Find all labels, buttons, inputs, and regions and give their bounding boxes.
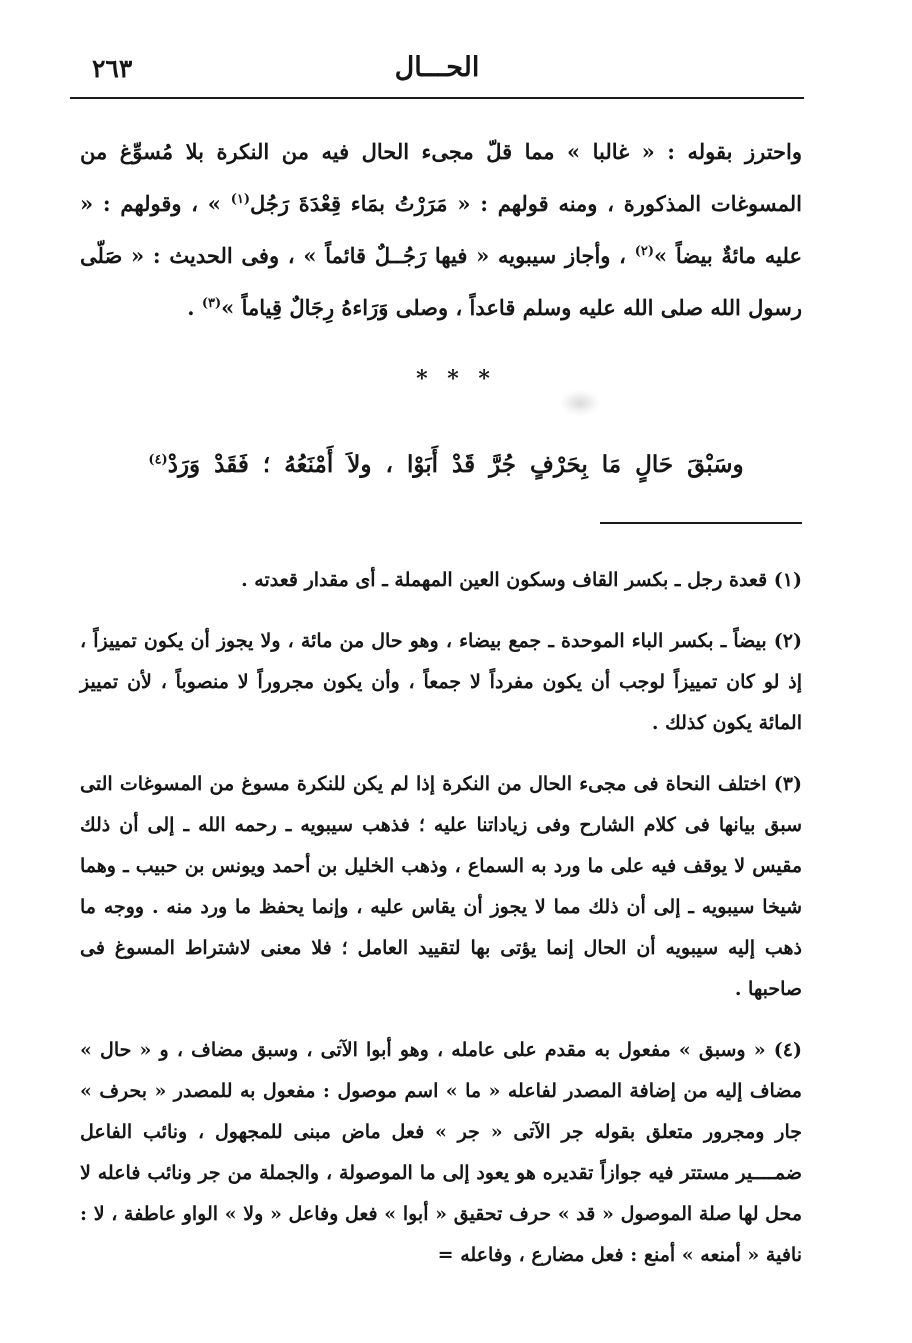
main-paragraph xyxy=(80,126,802,334)
running-title: الحـــال xyxy=(394,52,480,83)
footnote-ref-1: (١) xyxy=(230,192,251,207)
paragraph-text: واحترز بقوله : « غالبا » مما قلّ مجىء الحال فيه من النكرة بلا مُسوِّغ من المسوغات المذكورة ، ومنه قولهم : « مَرَرْتُ بمَاء قِعْدَةَ رَجُل xyxy=(80,139,802,216)
ink-smudge xyxy=(560,390,600,416)
footnotes xyxy=(80,560,802,1276)
footnote-ref-3: (٣) xyxy=(201,296,222,311)
footnote-ref-4: (٤) xyxy=(148,452,168,468)
page-number: ٢٦٣ xyxy=(92,54,133,83)
footnote-1: (١) قعدة رجل ـ بكسر القاف وسكون العين المهملة ـ أى مقدار قعدته . xyxy=(241,569,802,591)
section-separator: * * * xyxy=(416,366,496,392)
page-header xyxy=(70,52,804,92)
footnote-3: (٣) اختلف النحاة فى مجىء الحال من النكرة إذا لم يكن للنكرة مسوغ من المسوغات التى سبق بيانها فى كلام الشارح وفى زياداتنا عليه ؛ فذهب سيبويه ـ رحمه الله ـ إلى أن ذلك مقيس لا يوقف فيه على ما ورد به السماع ، وذهب الخليل بن أحمد ويونس بن حبيب ـ وهما شيخا سيبويه ـ إلى أن ذلك مما لا يجوز أن يقاس عليه ، وإنما يحفظ ما ورد منه . ووجه ما ذهب إليه سيبويه أن الحال إنما يؤتى بها لتقييد العامل ؛ فلا معنى لاشتراط المسوغ فى صاحبها . xyxy=(80,773,802,1000)
paragraph-text-cont-1: » ، وقولهم : « عليه مائةٌ بيضاً » xyxy=(80,191,803,268)
paragraph-text-end: . xyxy=(187,295,202,320)
paragraph-text-cont-2: ، وأجاز سيبويه « فيها رَجُــلٌ قائماً » ، وفى الحديث : « صَلّى رسول الله صلى الله عليه وسلم قاعداً ، وصلى وَرَاءهُ رِجَالٌ قِياماً » xyxy=(80,243,802,320)
header-rule xyxy=(70,97,804,99)
footnote-ref-2: (٢) xyxy=(634,244,655,259)
verse-line xyxy=(90,438,802,492)
footnote-2: (٢) بيضاً ـ بكسر الباء الموحدة ـ جمع بيضاء ، وهو حال من مائة ، ولا يجوز أن يكون تمييزاً ، إذ لو كان تمييزاً لوجب أن يكون مفرداً لا جمعاً ، وأن يكون مجروراً لا منصوباً ، لأن تمييز المائة يكون كذلك . xyxy=(80,630,802,734)
footnote-rule xyxy=(600,522,802,524)
verse-text: وسَبْقَ حَالٍ مَا بِحَرْفٍ جُرَّ قَدْ أَبَوْا ، ولاَ أَمْنَعُهُ ؛ فَقَدْ وَرَدْ xyxy=(167,451,744,478)
footnote-4: (٤) « وسبق » مفعول به مقدم على عامله ، وهو أبوا الآتى ، وسبق مضاف ، و « حال » مضاف إليه من إضافة المصدر لفاعله « ما » اسم موصول : مفعول به للمصدر « بحرف » جار ومجرور متعلق بقوله جر الآتى « جر » فعل ماض مبنى للمجهول ، ونائب الفاعل ضمــــير مستتر فيه جوازاً تقديره هو يعود إلى ما الموصولة ، والجملة من جر ونائب فاعله لا محل لها صلة الموصول « قد » حرف تحقيق « أبوا » فعل وفاعل « ولا » الواو عاطفة ، لا : نافية « أمنعه » أمنع : فعل مضارع ، وفاعله = xyxy=(80,1039,802,1266)
